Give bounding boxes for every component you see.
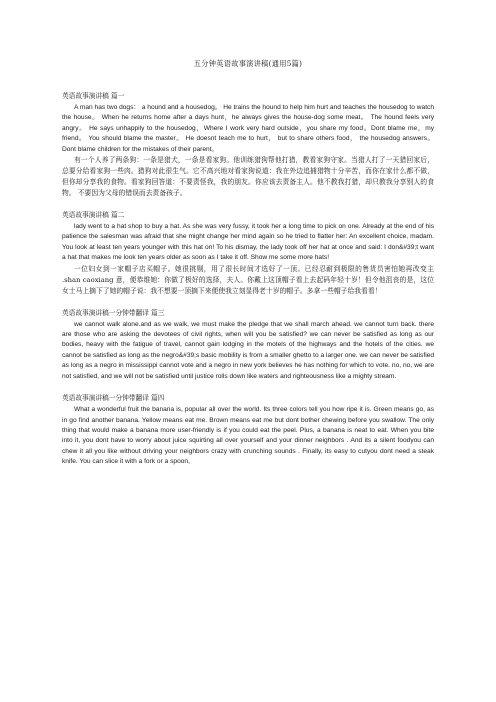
english-paragraph: What a wonderful fruit the banana is, popular all over the world. Its three colors tell you how ripe it is. Green means go, as in go find another banana. Yellow means eat me. Brown means eat me but dont bother chewing before you swallow. The only thing that would make a banana more user-friendly is if you could eat the peel. Plus, a banana is neat to eat. When you bite into it, you dont have to worry about juice squirting all over yourself and your dinner neighbors . And its a silent foodyou can chew it all you like without driving your neighbors crazy with crunching sounds . Finally, its easy to cutyou dont need a steak knife. You can slice it with a fork or a spoon, <box>62 406 434 466</box>
english-paragraph: lady went to a hat shop to buy a hat. As she was very fussy, it took her a long time to pick on one. Already at the end of his patience the salesman was afraid that she might change her mind again so he tried to flatter her: An excellent choice, madam. You look at least ten years younger with this hat on! To his dismay, the lady took off her hat at once and said: I don&#39;t want a hat that makes me look ten years older as soon as I take it off. Show me some more hats! <box>62 223 434 262</box>
section-1 <box>62 92 434 199</box>
chinese-paragraph: 有一个人养了两条狗：一条是猎犬，一条是看家狗。他训练猎狗帮他打猎，教看家狗守家。当猎人打了一天猎回家后，总要分给看家狗一些肉。猎狗对此很生气。它不高兴地对看家狗说道：我在外边追捕猎物十分辛苦，而你在家什么都不做，但你却分享我的食物。看家狗回答道：不要责怪我，我的朋友。你应该去责备主人。他不教我打猎，却只教我分享别人的食物。 不要因为父母的错误而去责备孩子。 <box>62 156 434 198</box>
section-4 <box>62 394 434 467</box>
english-paragraph: A man has two dogs： a hound and a housedog。 He trains the hound to help him hurt and teaches the housedog to watch the house。 When he returns home after a days hunt，he always gives the house-dog some meat。 The hound feels very angry。 He says unhappily to the housedog，Where I work very hard outside，you share my food。Dont blame me，my friend。 You should blame the master。 He doesnt teach me to hurt， but to share others food， the housedog answers。 Dont blame children for the mistakes of their parent。 <box>62 104 434 153</box>
section-heading: 英语故事演讲稿 篇二 <box>62 211 125 220</box>
section-3 <box>62 309 434 382</box>
chinese-paragraph: 一位妇女到一家帽子店买帽子。她很挑剔，用了很长时间才选好了一顶。已经忍耐到极限的售货员害怕她再改变主 .shan caoxiang 意，便恭维她：你做了极好的选择，夫人。你戴上这顶帽子看上去起码年轻十岁！但令他沮丧的是，这位女士马上摘下了她的帽子说：我不想要一顶摘下来便使我立刻显得老十岁的帽子。多拿一些帽子给我看看！ <box>62 264 434 295</box>
english-paragraph: we cannot walk alone.and as we walk, we must make the pledge that we shall march ahead. we cannot turn back. there are those who are asking the devotees of civil rights, when will you be satisfied? we can never be satisfied as long as our bodies, heavy with the fatigue of travel, cannot gain lodging in the motels of the highways and the hotels of the cities. we cannot be satisfied as long as the negro&#39;s basic mobility is from a smaller ghetto to a larger one. we can never be satisfied as long as a negro in mississippi cannot vote and a negro in new york believes he has nothing for which to vote. no, no, we are not satisfied, and we will not be satisfied until justice rolls down like waters and righteousness like a mighty stream. <box>62 320 434 380</box>
section-heading: 英语故事演讲稿一分钟带翻译 篇三 <box>62 308 165 317</box>
section-heading: 英语故事演讲稿 篇一 <box>62 92 125 100</box>
section-heading: 英语故事演讲稿一分钟带翻译 篇四 <box>62 394 165 403</box>
section-2 <box>62 211 434 297</box>
document-title: 五分钟英语故事演讲稿(通用5篇) <box>193 59 303 68</box>
